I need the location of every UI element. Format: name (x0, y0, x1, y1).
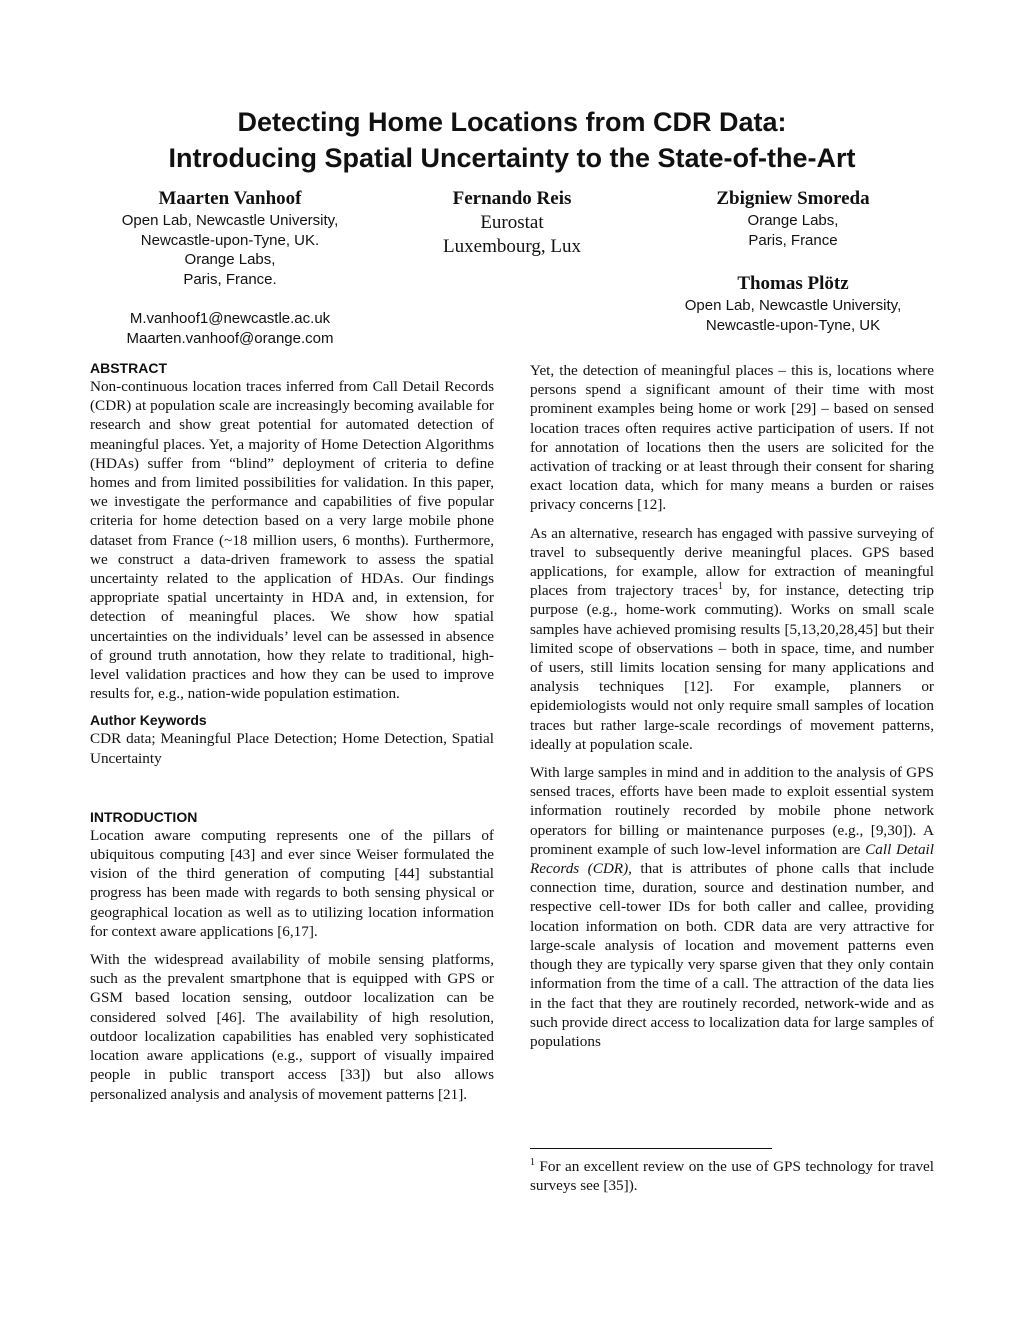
title-line-1: Detecting Home Locations from CDR Data: (237, 107, 787, 137)
footnote-mark: 1 (530, 1156, 535, 1168)
author-name: Zbigniew Smoreda (716, 188, 870, 209)
abstract-text: Non-continuous location traces inferred from Call Detail Records (CDR) at population scale are increasingly becoming available for research and show great potential for automated detection of meaningful places. Yet, a majority of Home Detection Algorithms (HDAs) suffer from “blind” deployment of criteria to define homes and from limited possibilities for validation. In this paper, we investigate the performance and capabilities of five popular criteria for home detection based on a very large mobile phone dataset from France (~18 million users, 6 months). Furthermore, we construct a data-driven framework to assess the spatial uncertainty related to the application of HDAs. Our findings appropriate spatial uncertainty in HDA and, in extension, for detection of meaningful places. We show how spatial uncertainties on the individuals’ level can be assessed in absence of ground truth annotation, how they relate to traditional, high-level validation practices and how they can be used to improve results for, e.g., nation-wide population estimation. (90, 378, 494, 703)
left-column (90, 360, 494, 1113)
author-block-vanhoof (80, 187, 380, 348)
author-email: Maarten.vanhoof@orange.com (126, 329, 334, 347)
abstract-heading: ABSTRACT (90, 360, 167, 376)
paragraph-text: As an alternative, research has engaged with passive surveying of travel to subsequently derive meaningful places. GPS based applications, for example, allow for extraction of meaningful places from trajectory traces (530, 524, 934, 600)
author-affiliation: Newcastle-upon-Tyne, UK. (140, 231, 320, 249)
author-name: Maarten Vanhoof (158, 188, 302, 209)
right-paragraph-1: Yet, the detection of meaningful places – this is, locations where persons spend a significant amount of their time with most prominent examples being home or work [29] – based on sensed location traces often requires active participation of users. If not for annotation of locations then the users are solicited for the activation of tracking or at least through their consent for sharing exact location data, which for many means a burden or raises privacy concerns [12]. (530, 362, 934, 514)
keywords-text: CDR data; Meaningful Place Detection; Home Detection, Spatial Uncertainty (90, 730, 494, 767)
author-block-smoreda (648, 187, 938, 250)
author-affiliation: Open Lab, Newcastle University, (684, 297, 902, 314)
footnote-text (530, 1157, 934, 1195)
author-affiliation: Eurostat (480, 212, 544, 233)
introduction-heading: INTRODUCTION (90, 808, 198, 825)
author-name: Thomas Plötz (737, 273, 849, 294)
author-name: Fernando Reis (452, 188, 572, 209)
footnote-body: For an excellent review on the use of GPS technology for travel surveys see [35]). (530, 1158, 934, 1195)
paper-title (0, 104, 1024, 176)
keywords-heading: Author Keywords (90, 712, 207, 729)
author-affiliation: Paris, France. (183, 270, 277, 288)
title-line-2: Introducing Spatial Uncertainty to the State-of-the-Art (168, 143, 856, 173)
author-affiliation: Orange Labs, (184, 251, 276, 268)
author-affiliation: Orange Labs, (747, 212, 839, 229)
author-email: M.vanhoof1@newcastle.ac.uk (129, 310, 331, 327)
right-paragraph-2 (530, 524, 934, 754)
paragraph-text: With large samples in mind and in addition to the analysis of GPS sensed traces, efforts have been made to exploit essential system information routinely recorded by mobile phone network operators for billing or maintenance purposes (e.g., [9,30]). A prominent example of such low-level information are (530, 764, 934, 858)
paragraph-text: by, for instance, detecting trip purpose (e.g., home-work commuting). Works on small scale samples have achieved promising results [5,13,20,28,45] but their limited scope of observations – both in space, time, and number of users, still limits location sensing for many applications and analysis techniques [12]. For example, planners or epidemiologists would not only require small samples of location traces but rather large-scale recordings of movement patterns, ideally at population scale. (530, 582, 934, 753)
author-block-ploetz (648, 272, 938, 335)
author-affiliation: Newcastle-upon-Tyne, UK (705, 316, 881, 334)
author-affiliation: Open Lab, Newcastle University, (121, 212, 339, 229)
footnote-rule (530, 1148, 772, 1149)
intro-paragraph-1: Location aware computing represents one of the pillars of ubiquitous computing [43] and ever since Weiser formulated the vision of the third generation of computing [44] substantial progress has been made with regards to both sensing physical or geographical location as well as to utilizing location information for context aware applications [6,17]. (90, 826, 494, 940)
footnote (530, 1148, 934, 1195)
author-affiliation: Luxembourg, Lux (443, 236, 581, 257)
cdr-term: Call Detail Records (CDR) (530, 840, 934, 878)
right-column (530, 361, 934, 1060)
right-paragraph-3 (530, 763, 934, 1051)
author-affiliation: Paris, France (748, 231, 838, 249)
intro-paragraph-2: With the widespread availability of mobile sensing platforms, such as the prevalent smartphone that is equipped with GPS or GSM based location sensing, outdoor localization can be considered solved [46]. The availability of high resolution, outdoor localization capabilities has enabled very sophisticated location aware applications (e.g., support of visually impaired people in public transport access [33]) but also allows personalized analysis and analysis of movement patterns [21]. (90, 951, 494, 1103)
author-block-reis (392, 187, 632, 259)
footnote-ref: 1 (718, 581, 724, 593)
paragraph-text: , that is attributes of phone calls that include connection time, duration, source and destination number, and respective cell-tower IDs for both caller and callee, providing location information on both. CDR data are very attractive for large-scale analysis of location and movement patterns even though they are typically very sparse given that they only contain information from the time of a call. The attraction of the data lies in the fact that they are routinely recorded, network-wide and as such provide direct access to localization data for large samples of populations (530, 860, 934, 1050)
